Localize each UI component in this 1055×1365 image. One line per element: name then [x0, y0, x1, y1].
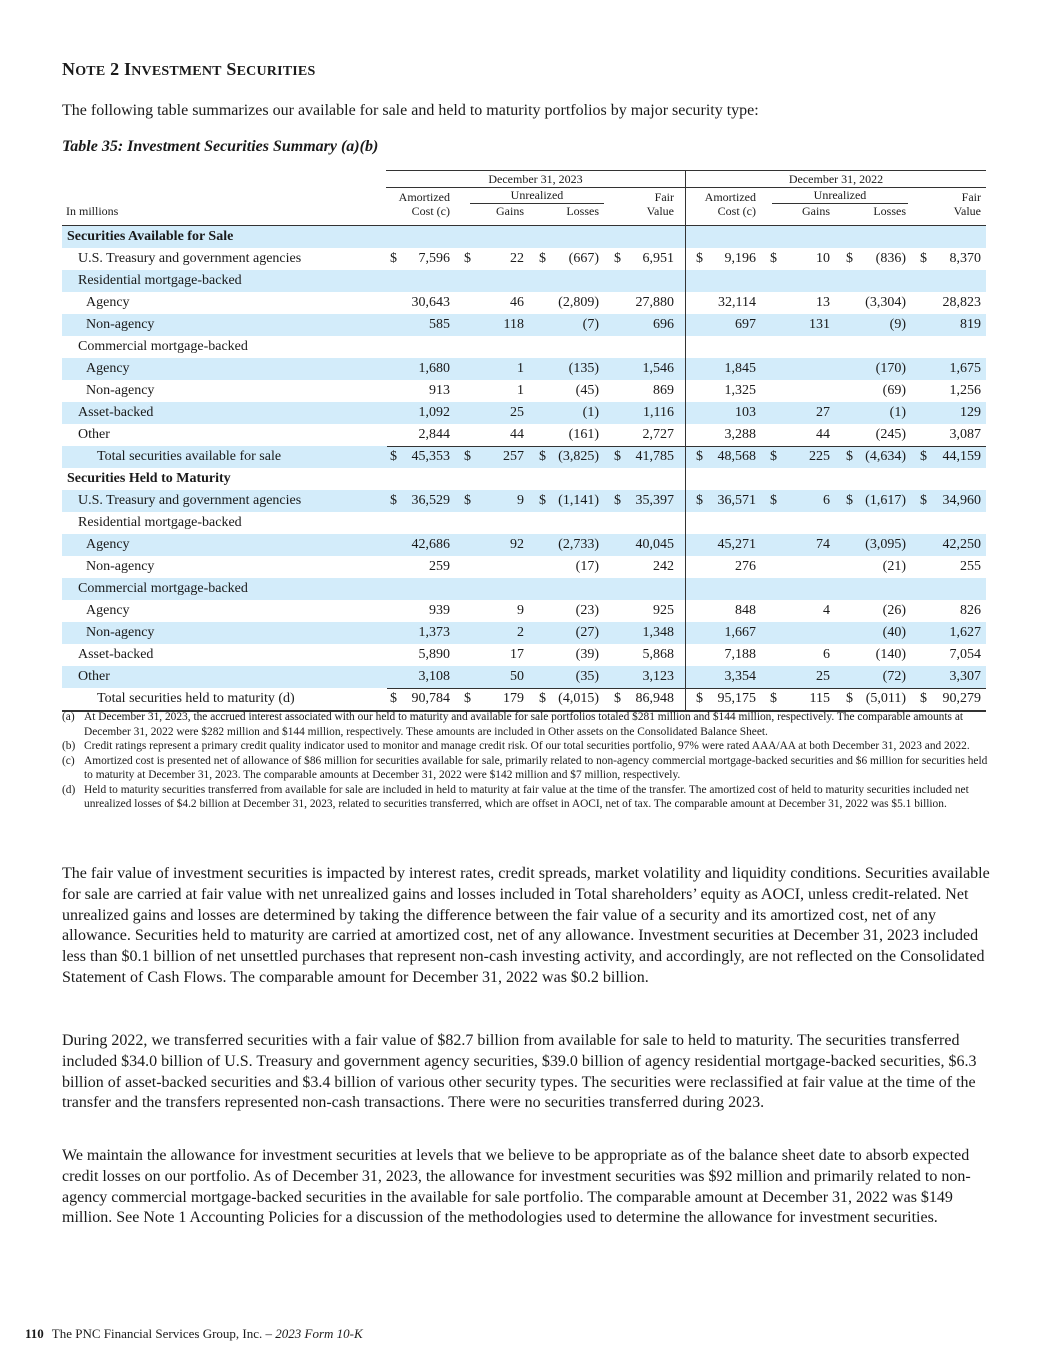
dollar-sign: $ — [920, 449, 927, 464]
dollar-sign: $ — [696, 493, 703, 508]
value-cell: 1,546 — [642, 361, 674, 376]
footer-form: 2023 Form 10-K — [275, 1326, 363, 1341]
value-cell: 1,092 — [418, 405, 450, 420]
dollar-sign: $ — [696, 449, 703, 464]
row-label: Agency — [86, 537, 130, 552]
dollar-sign: $ — [390, 251, 397, 266]
fair-label: Fair — [961, 190, 981, 204]
table-header — [62, 170, 986, 226]
value-cell: (1,141) — [558, 493, 599, 508]
value-cell: 4 — [823, 603, 830, 618]
value-cell: 90,784 — [411, 691, 450, 706]
row-label: Commercial mortgage-backed — [78, 581, 248, 596]
value-cell: 40,045 — [635, 537, 674, 552]
footnote — [62, 739, 992, 754]
value-cell: 848 — [735, 603, 756, 618]
row-label: Agency — [86, 361, 130, 376]
value-cell: 45,271 — [717, 537, 756, 552]
row-label: Non-agency — [86, 317, 155, 332]
period-2023: December 31, 2023 — [386, 170, 685, 188]
value-cell: 7,054 — [949, 647, 981, 662]
value-cell: 1,627 — [949, 625, 981, 640]
value-cell: 1,680 — [418, 361, 450, 376]
value-cell: (140) — [875, 647, 906, 662]
dollar-sign: $ — [464, 493, 471, 508]
value-cell: 115 — [809, 691, 830, 706]
losses-label: Losses — [873, 204, 906, 218]
value-cell: (1,617) — [865, 493, 906, 508]
footnote-text: Credit ratings represent a primary credit quality indicator used to monitor and manage credit risk. Of our total securities portfolio, 97% were rated AAA/AA at both December 31, 2023 and 2022. — [84, 740, 970, 752]
value-cell: 3,288 — [724, 427, 756, 442]
page-number: 110 — [25, 1326, 44, 1341]
value-cell: 25 — [816, 669, 830, 684]
value-cell: (5,011) — [865, 691, 906, 706]
value-cell: 939 — [429, 603, 450, 618]
value-cell: (39) — [575, 647, 599, 662]
in-millions-label: In millions — [66, 204, 119, 218]
dollar-sign: $ — [920, 493, 927, 508]
value-cell: 92 — [510, 537, 524, 552]
note-title: NOTE 2 INVESTMENT SECURITIES — [62, 59, 316, 79]
total-row — [62, 688, 986, 712]
value-cell: 225 — [809, 449, 830, 464]
dollar-sign: $ — [846, 251, 853, 266]
value-cell: 74 — [816, 537, 830, 552]
value-cell: 1,348 — [642, 625, 674, 640]
value-cell: 5,868 — [642, 647, 674, 662]
footer-company: The PNC Financial Services Group, Inc. – — [51, 1326, 276, 1341]
period-2022: December 31, 2022 — [686, 170, 986, 188]
dollar-sign: $ — [846, 449, 853, 464]
dollar-sign: $ — [539, 493, 546, 508]
table-row — [62, 578, 986, 600]
value-cell: 28,823 — [942, 295, 981, 310]
value-cell: (1) — [889, 405, 906, 420]
value-cell: 9 — [517, 603, 524, 618]
value-cell: 48,568 — [717, 449, 756, 464]
value-cell: (4,634) — [865, 449, 906, 464]
value-cell: 50 — [510, 669, 524, 684]
unrealized-2023: Unrealized — [470, 188, 604, 204]
value-cell: 925 — [653, 603, 674, 618]
value-cell: 44 — [816, 427, 830, 442]
value-cell: 3,108 — [418, 669, 450, 684]
value-cell: (836) — [875, 251, 906, 266]
dollar-sign: $ — [846, 493, 853, 508]
dollar-sign: $ — [846, 691, 853, 706]
value-cell: 1,675 — [949, 361, 981, 376]
table-row — [62, 402, 986, 424]
dollar-sign: $ — [464, 251, 471, 266]
value-cell: 1,845 — [724, 361, 756, 376]
table-row — [62, 336, 986, 358]
footnote-text: At December 31, 2023, the accrued interest associated with our held to maturity and available for sale portfolios totaled $281 million and $144 million, respectively. The comparable amounts at December 31, 2022 were $282 million and $144 million, respectively. These amounts are included in Other assets on the Consolidated Balance Sheet. — [84, 711, 964, 738]
value-cell: 7,596 — [418, 251, 450, 266]
table-row — [62, 314, 986, 336]
value-cell: 42,250 — [942, 537, 981, 552]
value-cell: (35) — [575, 669, 599, 684]
value-cell: 913 — [429, 383, 450, 398]
value-cell: 1,667 — [724, 625, 756, 640]
value-cell: 3,354 — [724, 669, 756, 684]
table-row — [62, 534, 986, 556]
value-cell: 36,529 — [411, 493, 450, 508]
value-cell: 5,890 — [418, 647, 450, 662]
table-row — [62, 644, 986, 666]
value-cell: (17) — [575, 559, 599, 574]
value-cell: (1) — [582, 405, 599, 420]
row-label: Agency — [86, 295, 130, 310]
dollar-sign: $ — [770, 449, 777, 464]
cost-label: Cost (c) — [411, 204, 450, 218]
value-cell: (69) — [882, 383, 906, 398]
value-cell: 6 — [823, 493, 830, 508]
row-label: Total securities held to maturity (d) — [97, 691, 295, 706]
value-cell: (4,015) — [558, 691, 599, 706]
row-label: Residential mortgage-backed — [78, 273, 242, 288]
fair-label: Fair — [654, 190, 674, 204]
value-cell: 17 — [510, 647, 524, 662]
value-cell: 869 — [653, 383, 674, 398]
table-row — [62, 292, 986, 314]
value-cell: 179 — [503, 691, 524, 706]
paragraph-fair-value: The fair value of investment securities is impacted by interest rates, credit spreads, market volatility and liquidity conditions. Securities available for sale are carried at fair value with net unrealized gains and losses included in Total shareholders’ equity as AOCI, unless credit-related. Net unrealized gains and losses are determined by taking the difference between the fair value of a security and its amortized cost, net of any allowance. Securities held to maturity are carried at amortized cost, net of any allowance. Investment securities at December 31, 2023 included less than $0.1 billion of net unsettled purchases that represent non-cash investing activity, and accordingly, are not reflected on the Consolidated Statement of Cash Flows. The comparable amount for December 31, 2022 was $0.2 billion. — [62, 865, 990, 986]
row-label: U.S. Treasury and government agencies — [78, 251, 302, 266]
footnote-text: Held to maturity securities transferred from available for sale are included in held to maturity at fair value at the time of the transfer. The amortized cost of held to maturity securities included net unrealized losses of $4.2 billion at December 31, 2023, related to securities transferred, which are offset in AOCI, net of tax. The comparable amount at December 31, 2022 was $5.1 billion. — [84, 783, 969, 810]
row-label: Non-agency — [86, 559, 155, 574]
dollar-sign: $ — [920, 251, 927, 266]
value-cell: 1 — [517, 361, 524, 376]
value-cell: 1 — [517, 383, 524, 398]
intro-text: The following table summarizes our available for sale and held to maturity portfolios by major security type: — [62, 102, 759, 119]
value-cell: 95,175 — [717, 691, 756, 706]
value-cell: 7,188 — [724, 647, 756, 662]
footnote — [62, 783, 992, 812]
value-cell: 255 — [960, 559, 981, 574]
paragraph-transfers: During 2022, we transferred securities with a fair value of $82.7 billion from available for sale to held to maturity. The securities transferred included $34.0 billion of U.S. Treasury and government agency securities, $39.0 billion of agency residential mortgage-backed securities, $6.3 billion of asset-backed securities and $3.4 billion of various other security types. The securities were reclassified at fair value at the time of the transfer and the transfers represented non-cash transactions. There were no securities transferred during 2023. — [62, 1032, 977, 1112]
dollar-sign: $ — [539, 449, 546, 464]
value-cell: 30,643 — [411, 295, 450, 310]
value-cell: 131 — [809, 317, 830, 332]
value-cell: 696 — [653, 317, 674, 332]
value-cell: 27 — [816, 405, 830, 420]
losses-label: Losses — [566, 204, 599, 218]
footnotes — [62, 710, 992, 812]
row-label: Other — [78, 669, 110, 684]
row-label: Asset-backed — [78, 647, 154, 662]
row-label: Agency — [86, 603, 130, 618]
value-cell: 27,880 — [635, 295, 674, 310]
table-row — [62, 512, 986, 534]
section-header-row — [62, 226, 986, 248]
investment-securities-table — [62, 170, 986, 712]
paragraph-allowance: We maintain the allowance for investment securities at levels that we believe to be appropriate as of the balance sheet date to absorb expected credit losses on our portfolio. As of December 31, 2023, the allowance for investment securities was $92 million and primarily related to non-agency commercial mortgage-backed securities in the available for sale portfolio. The comparable amount at December 31, 2022 was $149 million. See Note 1 Accounting Policies for a discussion of the methodologies used to determine the allowance for investment securities. — [62, 1147, 971, 1227]
dollar-sign: $ — [539, 691, 546, 706]
table-row — [62, 556, 986, 578]
footnote-key: (d) — [62, 783, 76, 796]
dollar-sign: $ — [390, 691, 397, 706]
value-cell: 1,373 — [418, 625, 450, 640]
dollar-sign: $ — [464, 691, 471, 706]
dollar-sign: $ — [614, 449, 621, 464]
table-row — [62, 380, 986, 402]
value-cell: 103 — [735, 405, 756, 420]
value-cell: 90,279 — [942, 691, 981, 706]
row-label: Non-agency — [86, 383, 155, 398]
value-cell: 22 — [510, 251, 524, 266]
value-cell: 826 — [960, 603, 981, 618]
table-title: Table 35: Investment Securities Summary (a)(b) — [62, 138, 379, 155]
table-row — [62, 666, 986, 688]
dollar-sign: $ — [390, 449, 397, 464]
value-cell: 257 — [503, 449, 524, 464]
value-cell: 1,116 — [643, 405, 674, 420]
value-cell: 41,785 — [635, 449, 674, 464]
value-cell: 35,397 — [635, 493, 674, 508]
value-cell: 86,948 — [635, 691, 674, 706]
row-label: Other — [78, 427, 110, 442]
value-cell: 819 — [960, 317, 981, 332]
value-cell: 3,123 — [642, 669, 674, 684]
table-row — [62, 622, 986, 644]
period-divider — [685, 226, 686, 710]
dollar-sign: $ — [770, 251, 777, 266]
value-cell: 129 — [960, 405, 981, 420]
value-label: Value — [646, 204, 674, 218]
value-cell: (161) — [568, 427, 599, 442]
value-cell: (9) — [889, 317, 906, 332]
dollar-sign: $ — [696, 251, 703, 266]
value-cell: (45) — [575, 383, 599, 398]
value-cell: 6 — [823, 647, 830, 662]
value-cell: (3,825) — [558, 449, 599, 464]
amortized-label: Amortized — [398, 190, 450, 204]
footnote-text: Amortized cost is presented net of allowance of $86 million for securities available for sale, primarily related to non-agency commercial mortgage-backed securities and $6 million for securities held to maturity at December 31, 2023. The comparable amounts at December 31, 2022 were $142 million and $7 million, respectively. — [84, 754, 988, 781]
table-row — [62, 270, 986, 292]
value-cell: 585 — [429, 317, 450, 332]
page-footer — [25, 1326, 363, 1342]
dollar-sign: $ — [614, 493, 621, 508]
value-cell: 242 — [653, 559, 674, 574]
dollar-sign: $ — [614, 251, 621, 266]
value-cell: 2 — [517, 625, 524, 640]
value-cell: 36,571 — [717, 493, 756, 508]
value-cell: 8,370 — [949, 251, 981, 266]
dollar-sign: $ — [770, 691, 777, 706]
value-cell: (23) — [575, 603, 599, 618]
table-body — [62, 226, 986, 712]
value-cell: 9 — [517, 493, 524, 508]
value-cell: 42,686 — [411, 537, 450, 552]
row-label: Securities Held to Maturity — [67, 471, 231, 486]
value-cell: 34,960 — [942, 493, 981, 508]
table-row — [62, 358, 986, 380]
value-cell: 13 — [816, 295, 830, 310]
value-cell: 1,325 — [724, 383, 756, 398]
footnote-key: (a) — [62, 711, 75, 723]
value-cell: 10 — [816, 251, 830, 266]
footnote-key: (b) — [62, 740, 76, 752]
value-cell: (26) — [882, 603, 906, 618]
value-cell: 2,844 — [418, 427, 450, 442]
table-row — [62, 248, 986, 270]
value-cell: 3,087 — [949, 427, 981, 442]
value-cell: 44 — [510, 427, 524, 442]
value-cell: 2,727 — [642, 427, 674, 442]
dollar-sign: $ — [614, 691, 621, 706]
value-cell: 3,307 — [949, 669, 981, 684]
dollar-sign: $ — [920, 691, 927, 706]
dollar-sign: $ — [390, 493, 397, 508]
row-label: Asset-backed — [78, 405, 154, 420]
value-label: Value — [953, 204, 981, 218]
value-cell: 45,353 — [411, 449, 450, 464]
table-row — [62, 490, 986, 512]
row-label: Commercial mortgage-backed — [78, 339, 248, 354]
footnote — [62, 754, 992, 783]
value-cell: 276 — [735, 559, 756, 574]
value-cell: (245) — [875, 427, 906, 442]
gains-label: Gains — [802, 204, 830, 218]
value-cell: 259 — [429, 559, 450, 574]
value-cell: 46 — [510, 295, 524, 310]
row-label: Residential mortgage-backed — [78, 515, 242, 530]
value-cell: (40) — [882, 625, 906, 640]
row-label: Total securities available for sale — [97, 449, 282, 464]
value-cell: 118 — [503, 317, 524, 332]
dollar-sign: $ — [696, 691, 703, 706]
total-row — [62, 446, 986, 468]
value-cell: (21) — [882, 559, 906, 574]
dollar-sign: $ — [770, 493, 777, 508]
value-cell: 9,196 — [724, 251, 756, 266]
dollar-sign: $ — [464, 449, 471, 464]
value-cell: (135) — [568, 361, 599, 376]
value-cell: (27) — [575, 625, 599, 640]
cost-label: Cost (c) — [717, 204, 756, 218]
row-label: Securities Available for Sale — [67, 229, 234, 244]
row-label: Non-agency — [86, 625, 155, 640]
footnote — [62, 710, 992, 739]
value-cell: (3,095) — [865, 537, 906, 552]
value-cell: 25 — [510, 405, 524, 420]
value-cell: (170) — [875, 361, 906, 376]
table-row — [62, 600, 986, 622]
footnote-key: (c) — [62, 754, 75, 767]
value-cell: (3,304) — [865, 295, 906, 310]
amortized-label: Amortized — [704, 190, 756, 204]
dollar-sign: $ — [539, 251, 546, 266]
unrealized-2022: Unrealized — [772, 188, 908, 204]
value-cell: 1,256 — [949, 383, 981, 398]
value-cell: (2,733) — [558, 537, 599, 552]
value-cell: (667) — [568, 251, 599, 266]
value-cell: 32,114 — [718, 295, 756, 310]
gains-label: Gains — [496, 204, 524, 218]
value-cell: (7) — [582, 317, 599, 332]
value-cell: 697 — [735, 317, 756, 332]
value-cell: 44,159 — [942, 449, 981, 464]
value-cell: (2,809) — [558, 295, 599, 310]
row-label: U.S. Treasury and government agencies — [78, 493, 302, 508]
value-cell: 6,951 — [642, 251, 674, 266]
value-cell: (72) — [882, 669, 906, 684]
section-header-row — [62, 468, 986, 490]
table-row — [62, 424, 986, 446]
